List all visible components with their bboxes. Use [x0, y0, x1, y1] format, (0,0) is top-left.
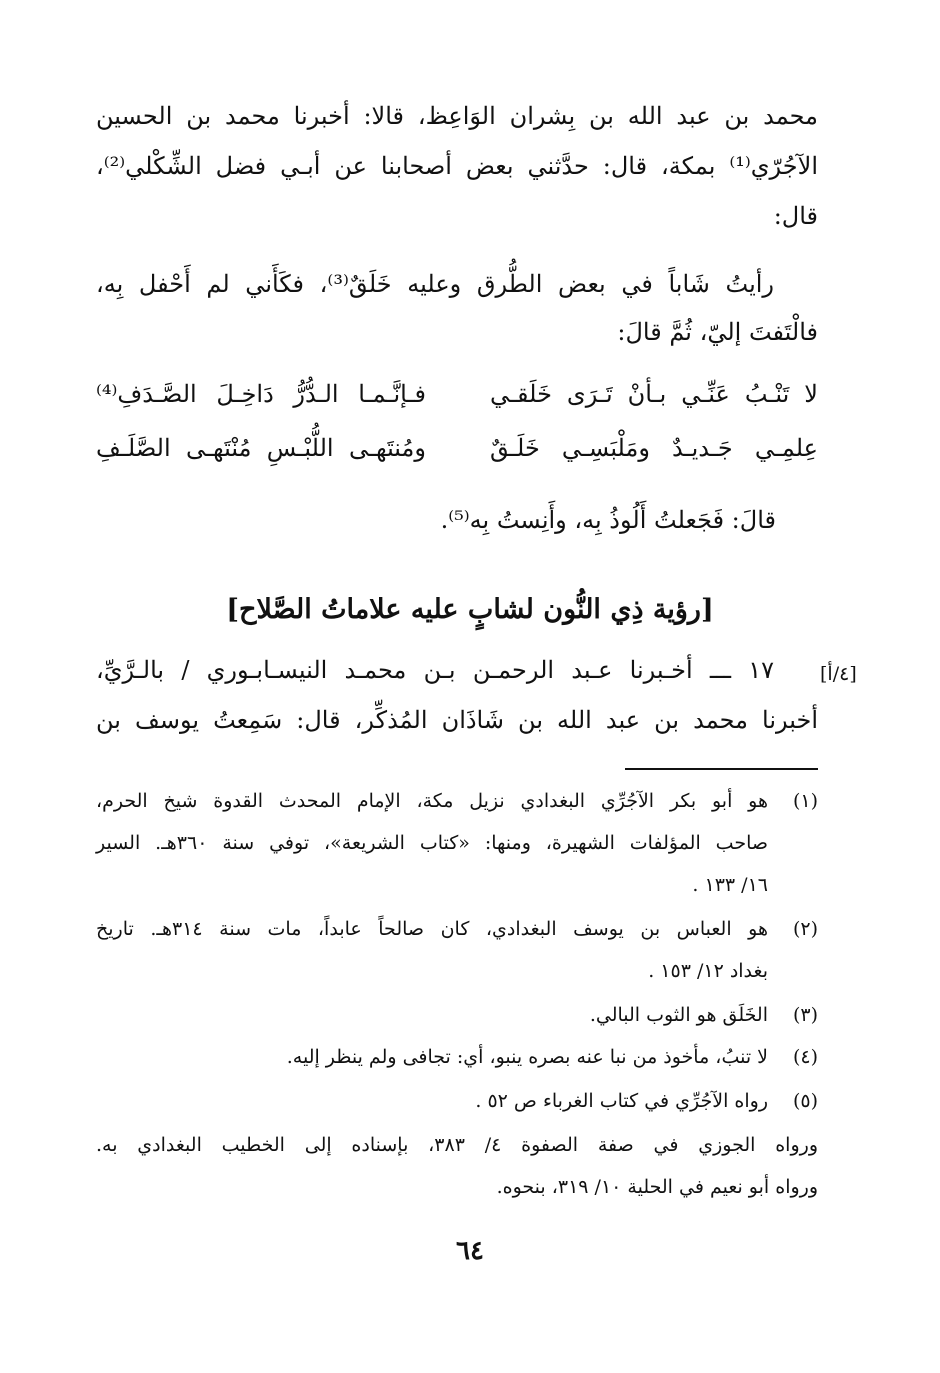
footnote-number: (٤) [792, 1046, 818, 1068]
page-number: ٦٤ [456, 1236, 484, 1266]
footnote-line: بغداد ١٢/ ١٥٣ . [648, 960, 768, 982]
footnote-line: ورواه الجوزي في صفة الصفوة ٤/ ٣٨٣، بإسناده إلى الخطيب البغدادي به. [96, 1134, 818, 1156]
verse-hemistich: لا تَنْـبُ عَنِّـي بـأنْ تَـرَى خَلَقـي [490, 380, 818, 408]
body-line: الآجُرّي⁽¹⁾ بمكة، قال: حدَّثني بعض أصحابنا عن أبـي فضل الشِّكْلي⁽²⁾، [96, 152, 818, 180]
footnote-line: ١٦/ ١٣٣ . [692, 874, 768, 896]
body-line: رأيتُ شَاباً في بعض الطُّرق وعليه خَلَقٌ⁽³⁾، فكَأَني لم أَحْفل بِه، [96, 270, 774, 298]
footnote-line: ورواه أبو نعيم في الحلية ١٠/ ٣١٩، بنحوه. [496, 1176, 818, 1198]
footnote-line: لا تنبُ، مأخوذ من نبا عنه بصره ينبو، أي: تجافى ولم ينظر إليه. [286, 1046, 768, 1068]
footnote-line: صاحب المؤلفات الشهيرة، ومنها: «كتاب الشريعة»، توفي سنة ٣٦٠هـ. السير [96, 832, 768, 854]
footnote-line: الخَلَق هو الثوب البالي. [589, 1004, 768, 1026]
footnote-line: رواه الآجُرِّي في كتاب الغرباء ص ٥٢ . [475, 1090, 768, 1112]
footnote-line: هو أبو بكر الآجُرِّي البغدادي نزيل مكة، الإمام المحدث القدوة شيخ الحرم، [96, 790, 768, 812]
body-line: أخبرنا محمد بن عبد الله بن شَاذَان المُذكِّر، قال: سَمِعتُ يوسف بن [96, 706, 818, 734]
footnote-number: (١) [792, 790, 818, 812]
body-line: محمد بن عبد الله بن بِشران الوَاعِظ، قالا: أخبرنا محمد بن الحسين [96, 102, 818, 130]
body-line: قالَ: فَجَعلتُ أَلُوذُ بِه، وأَنِستُ بِه⁽⁵⁾. [440, 506, 776, 534]
verse-hemistich: فـإنَّـمـا الـدُّرُّ دَاخِـلَ الصَّـدَفِ⁽⁴⁾ [96, 380, 426, 408]
footnote-number: (٢) [792, 918, 818, 940]
footnote-number: (٣) [792, 1004, 818, 1026]
verse-hemistich: ومُنتَهـى اللُّبْـسِ مُنْتَهـى الصَّلَـفِ [96, 434, 426, 462]
body-line: فالْتَفتَ إليّ، ثُمَّ قالَ: [617, 318, 818, 346]
footnote-line: هو العباس بن يوسف البغدادي، كان صالحاً عابداً، مات سنة ٣١٤هـ. تاريخ [96, 918, 768, 940]
body-line: ١٧ ـــ أخـبرنا عـبد الرحمـن بـن محمـد النيسـابـوري / بالـرَّيِّ، [96, 656, 774, 684]
verse-hemistich: عِلمِـي جَـديـدٌ ومَلْبَسِـي خَلَـقٌ [490, 434, 818, 462]
section-heading: [رؤية ذِي النُّون لشابٍ عليه علاماتُ الصَّلاح] [226, 594, 714, 625]
body-line: قال: [773, 202, 818, 230]
footnote-separator [625, 768, 818, 770]
footnote-number: (٥) [792, 1090, 818, 1112]
manuscript-folio-note: [٤/أ] [820, 663, 857, 685]
